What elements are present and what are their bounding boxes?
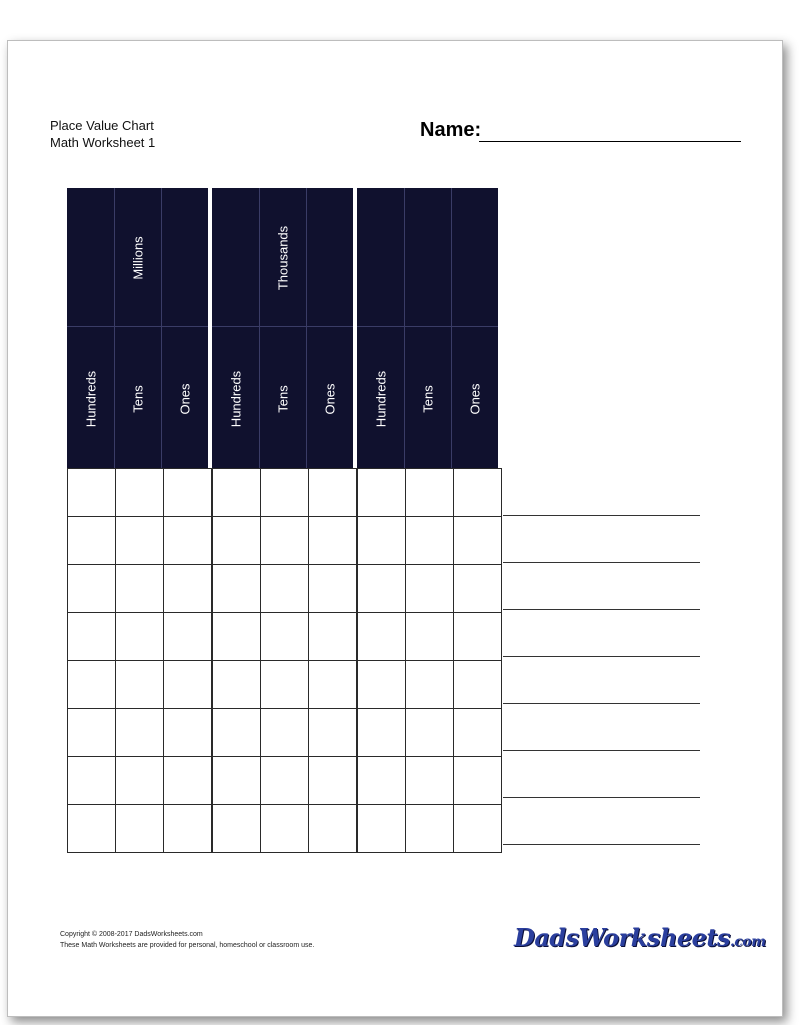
digit-cell[interactable] [116,565,164,613]
header-column-divider [114,188,115,468]
header-column-divider [259,188,260,468]
group-label: Millions [130,236,145,280]
digit-cell[interactable] [116,661,164,709]
usage-note: These Math Worksheets are provided for personal, homeschool or classroom use. [60,942,315,949]
digit-cell[interactable] [164,469,212,517]
worksheet-title: Place Value Chart [50,118,154,133]
digit-cell[interactable] [358,565,406,613]
table-row [358,469,502,517]
digit-cell[interactable] [116,709,164,757]
digit-cell[interactable] [116,757,164,805]
name-label: Name: [420,119,482,141]
digit-cell[interactable] [116,613,164,661]
digit-cell[interactable] [261,661,309,709]
digit-cell[interactable] [406,517,454,565]
digit-grid [357,468,502,853]
column-label-ones: Ones [177,383,192,415]
column-label-ones: Ones [467,383,482,415]
table-row [358,565,502,613]
digit-cell[interactable] [406,709,454,757]
table-row [68,805,212,853]
table-row [213,757,357,805]
worksheet-subtitle: Math Worksheet 1 [50,135,156,150]
table-row [213,517,357,565]
digit-cell[interactable] [261,517,309,565]
column-label-hundreds: Hundreds [373,370,388,428]
digit-cell[interactable] [358,661,406,709]
answer-line[interactable] [503,562,700,563]
digit-grid [212,468,357,853]
column-label-tens: Tens [130,385,145,413]
digit-cell[interactable] [116,805,164,853]
digit-cell[interactable] [68,469,116,517]
digit-cell[interactable] [454,805,502,853]
table-row [68,661,212,709]
digit-grid [67,468,212,853]
place-value-group-3 [357,188,498,853]
digit-cell[interactable] [454,613,502,661]
table-row [213,469,357,517]
digit-cell[interactable] [164,661,212,709]
digit-cell[interactable] [358,517,406,565]
digit-cell[interactable] [454,469,502,517]
table-row [358,709,502,757]
logo-main-text: DadsWorksheets [514,923,731,952]
digit-cell[interactable] [358,469,406,517]
table-row [68,565,212,613]
digit-cell[interactable] [454,661,502,709]
digit-cell[interactable] [164,517,212,565]
digit-cell[interactable] [454,517,502,565]
table-row [213,661,357,709]
digit-cell[interactable] [358,613,406,661]
digit-cell[interactable] [454,709,502,757]
footer [60,929,314,951]
digit-cell[interactable] [213,517,261,565]
answer-line[interactable] [503,609,700,610]
table-row [68,709,212,757]
digit-cell[interactable] [261,565,309,613]
worksheet-page [7,40,783,1017]
answer-line[interactable] [503,844,700,845]
digit-cell[interactable] [213,661,261,709]
digit-cell[interactable] [309,757,357,805]
digit-cell[interactable] [309,517,357,565]
digit-cell[interactable] [309,805,357,853]
digit-cell[interactable] [164,565,212,613]
digit-cell[interactable] [406,565,454,613]
digit-cell[interactable] [213,757,261,805]
header-row-divider [357,326,498,327]
digit-cell[interactable] [309,469,357,517]
column-label-tens: Tens [275,385,290,413]
header-column-divider [451,188,452,468]
digit-cell[interactable] [454,565,502,613]
table-row [358,661,502,709]
digit-cell[interactable] [116,517,164,565]
name-field-line[interactable] [479,141,741,142]
digit-cell[interactable] [261,613,309,661]
digit-cell[interactable] [68,517,116,565]
digit-cell[interactable] [213,613,261,661]
logo-suffix-text: .com [730,934,766,950]
digit-cell[interactable] [68,565,116,613]
digit-cell[interactable] [164,757,212,805]
group-header [212,188,353,468]
table-row [213,805,357,853]
digit-cell[interactable] [68,805,116,853]
table-row [358,613,502,661]
digit-cell[interactable] [309,661,357,709]
site-logo [514,923,766,952]
digit-cell[interactable] [454,757,502,805]
digit-cell[interactable] [68,661,116,709]
digit-cell[interactable] [213,565,261,613]
header-row-divider [67,326,208,327]
header-column-divider [306,188,307,468]
table-row [358,805,502,853]
column-label-ones: Ones [322,383,337,415]
digit-cell[interactable] [358,709,406,757]
header-row-divider [212,326,353,327]
answer-line[interactable] [503,750,700,751]
table-row [68,469,212,517]
digit-cell[interactable] [406,469,454,517]
digit-cell[interactable] [261,805,309,853]
digit-cell[interactable] [213,709,261,757]
digit-cell[interactable] [406,805,454,853]
place-value-group-2 [212,188,353,853]
digit-cell[interactable] [68,709,116,757]
digit-cell[interactable] [164,805,212,853]
digit-cell[interactable] [116,469,164,517]
digit-cell[interactable] [213,805,261,853]
digit-cell[interactable] [164,613,212,661]
group-header [357,188,498,468]
digit-cell[interactable] [261,757,309,805]
digit-cell[interactable] [406,757,454,805]
digit-cell[interactable] [261,469,309,517]
digit-cell[interactable] [358,757,406,805]
digit-cell[interactable] [261,709,309,757]
group-label: Thousands [275,225,290,291]
digit-cell[interactable] [358,805,406,853]
digit-cell[interactable] [68,613,116,661]
table-row [68,613,212,661]
digit-cell[interactable] [309,709,357,757]
table-row [213,709,357,757]
table-row [213,613,357,661]
column-label-tens: Tens [420,385,435,413]
worksheet-title-block [50,117,155,151]
table-row [68,517,212,565]
digit-cell[interactable] [406,613,454,661]
digit-cell[interactable] [213,469,261,517]
answer-line[interactable] [503,703,700,704]
place-value-group-1 [67,188,208,853]
digit-cell[interactable] [309,613,357,661]
table-row [358,517,502,565]
column-label-hundreds: Hundreds [83,370,98,428]
table-row [213,565,357,613]
column-label-hundreds: Hundreds [228,370,243,428]
copyright-text: Copyright © 2008-2017 DadsWorksheets.com [60,931,203,938]
group-header [67,188,208,468]
answer-line[interactable] [503,515,700,516]
answer-line[interactable] [503,797,700,798]
header-column-divider [404,188,405,468]
digit-cell[interactable] [406,661,454,709]
digit-cell[interactable] [164,709,212,757]
table-row [358,757,502,805]
header-column-divider [161,188,162,468]
digit-cell[interactable] [68,757,116,805]
answer-line[interactable] [503,656,700,657]
digit-cell[interactable] [309,565,357,613]
table-row [68,757,212,805]
